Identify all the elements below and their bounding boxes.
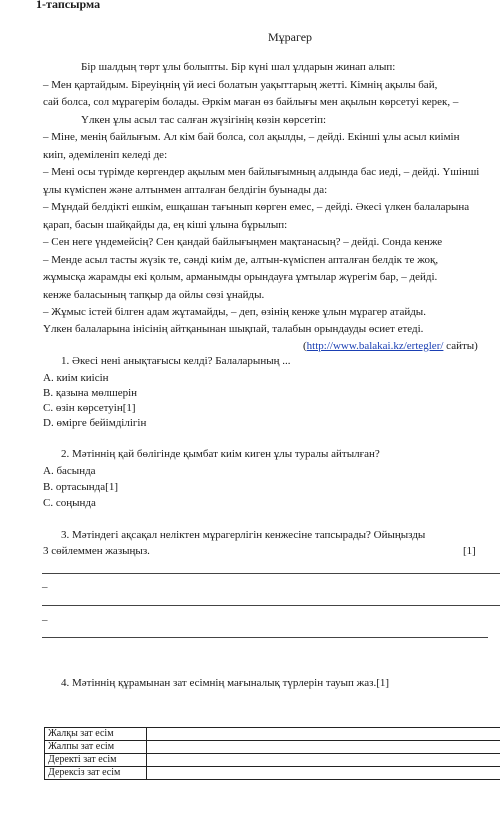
answer-dash: – [42, 581, 48, 593]
source-citation: (http://www.balakai.kz/ertegler/ сайты) [303, 340, 478, 352]
question-text: 3. Мәтіндегі ақсақал неліктен мұрагерлігін кенжесіне тапсырады? Ойыңызды [61, 529, 426, 541]
answer-line[interactable] [42, 573, 500, 574]
story-line: жұмысқа жарамды екі қолым, арманымды орындауға ұмтылар жүрегім бар, – дейді. [43, 271, 438, 283]
story-line: Бір шалдың төрт ұлы болыпты. Бір күні шал ұлдарын жинап алып: [81, 61, 396, 73]
answer-option: B. ортасында[1] [43, 481, 118, 493]
table-cell-label: Жалқы зат есім [45, 728, 147, 741]
task-heading: 1-тапсырма [36, 0, 101, 11]
story-line: ұлы күміспен және алтынмен апталған белдігін буынады да: [43, 184, 328, 196]
answer-option: C. соңында [43, 497, 96, 509]
table-row [45, 767, 500, 780]
noun-types-table [44, 727, 500, 780]
story-title: Мұрагер [267, 30, 313, 44]
story-line: – Сен неге үндемейсің? Сен қандай байлығыңмен мақтанасың? – дейді. Сонда кенже [43, 236, 443, 248]
table-row [45, 728, 500, 741]
story-line: сай болса, сол мұрагерім болады. Әркім маған өз байлығы мен ақылын көрсетуі керек, – [43, 96, 459, 108]
story-line: қарап, басын шайқайды да, ең кіші ұлына бұрылып: [43, 219, 288, 231]
answer-option: A. басында [43, 465, 96, 477]
story-line: Үлкен балаларына інісінің айтқанынан шықпай, талабын орындауды өсиет етеді. [43, 323, 424, 335]
question-text: 2. Мәтіннің қай бөлігінде қымбат киім киген ұлы туралы айтылған? [61, 448, 380, 460]
story-line: кенже баласының тапқыр да ойлы сөзі ұнайды. [43, 289, 265, 301]
table-cell-answer[interactable] [147, 728, 500, 741]
answer-option: C. өзін көрсетуін[1] [43, 402, 136, 414]
answer-option: B. қазына мөлшерін [43, 387, 138, 399]
table-cell-answer[interactable] [147, 767, 500, 780]
answer-option: D. өмірге бейімділігін [43, 417, 147, 429]
answer-line[interactable] [42, 605, 500, 606]
story-line: – Мұндай белдікті ешкім, ешқашан тағынып көрген емес, – дейді. Әкесі үлкен балаларына [43, 201, 470, 213]
question-4-text: 4. Мәтіннің құрамынан зат есімнің мағыналық түрлерін тауып жаз.[1] [61, 677, 390, 689]
question-mark: [1] [463, 545, 476, 557]
story-line: киіп, әдеміленіп келеді де: [43, 149, 168, 161]
table-cell-label: Дерексіз зат есім [45, 767, 147, 780]
question-text: 1. Әкесі нені анықтағысы келді? Балаларының ... [61, 355, 291, 367]
answer-dash: – [42, 614, 48, 626]
table-row [45, 741, 500, 754]
table-cell-label: Жалпы зат есім [45, 741, 147, 754]
table-cell-answer[interactable] [147, 741, 500, 754]
story-line: – Міне, менің байлығым. Ал кім бай болса, сол ақылды, – дейді. Екінші ұлы асыл киімін [43, 131, 460, 143]
table-cell-label: Деректі зат есім [45, 754, 147, 767]
story-line: Үлкен ұлы асыл тас салған жүзігінің көзін көрсетіп: [81, 114, 327, 126]
table-cell-answer[interactable] [147, 754, 500, 767]
story-line: – Мен қартайдым. Біреуіңнің үй иесі болатын уақыттарың жетті. Кімнің ақылы бай, [43, 79, 438, 91]
answer-option: A. киім киісін [43, 372, 109, 384]
story-line: – Мені осы түрімде көргендер ақылым мен байлығымның алдында бас иеді, – дейді. Үшінші [43, 166, 480, 178]
story-line: – Менде асыл тасты жүзік те, сәнді киім де, алтын-күміспен апталған белдік те жоқ, [43, 254, 439, 266]
answer-line[interactable] [42, 637, 488, 638]
table-row [45, 754, 500, 767]
question-text: 3 сөйлеммен жазыңыз. [43, 545, 150, 557]
story-line: – Жұмыс істей білген адам жұтамайды, – деп, өзінің кенже ұлын мұрагер атайды. [43, 306, 426, 318]
source-link[interactable]: http://www.balakai.kz/ertegler/ [306, 340, 444, 352]
